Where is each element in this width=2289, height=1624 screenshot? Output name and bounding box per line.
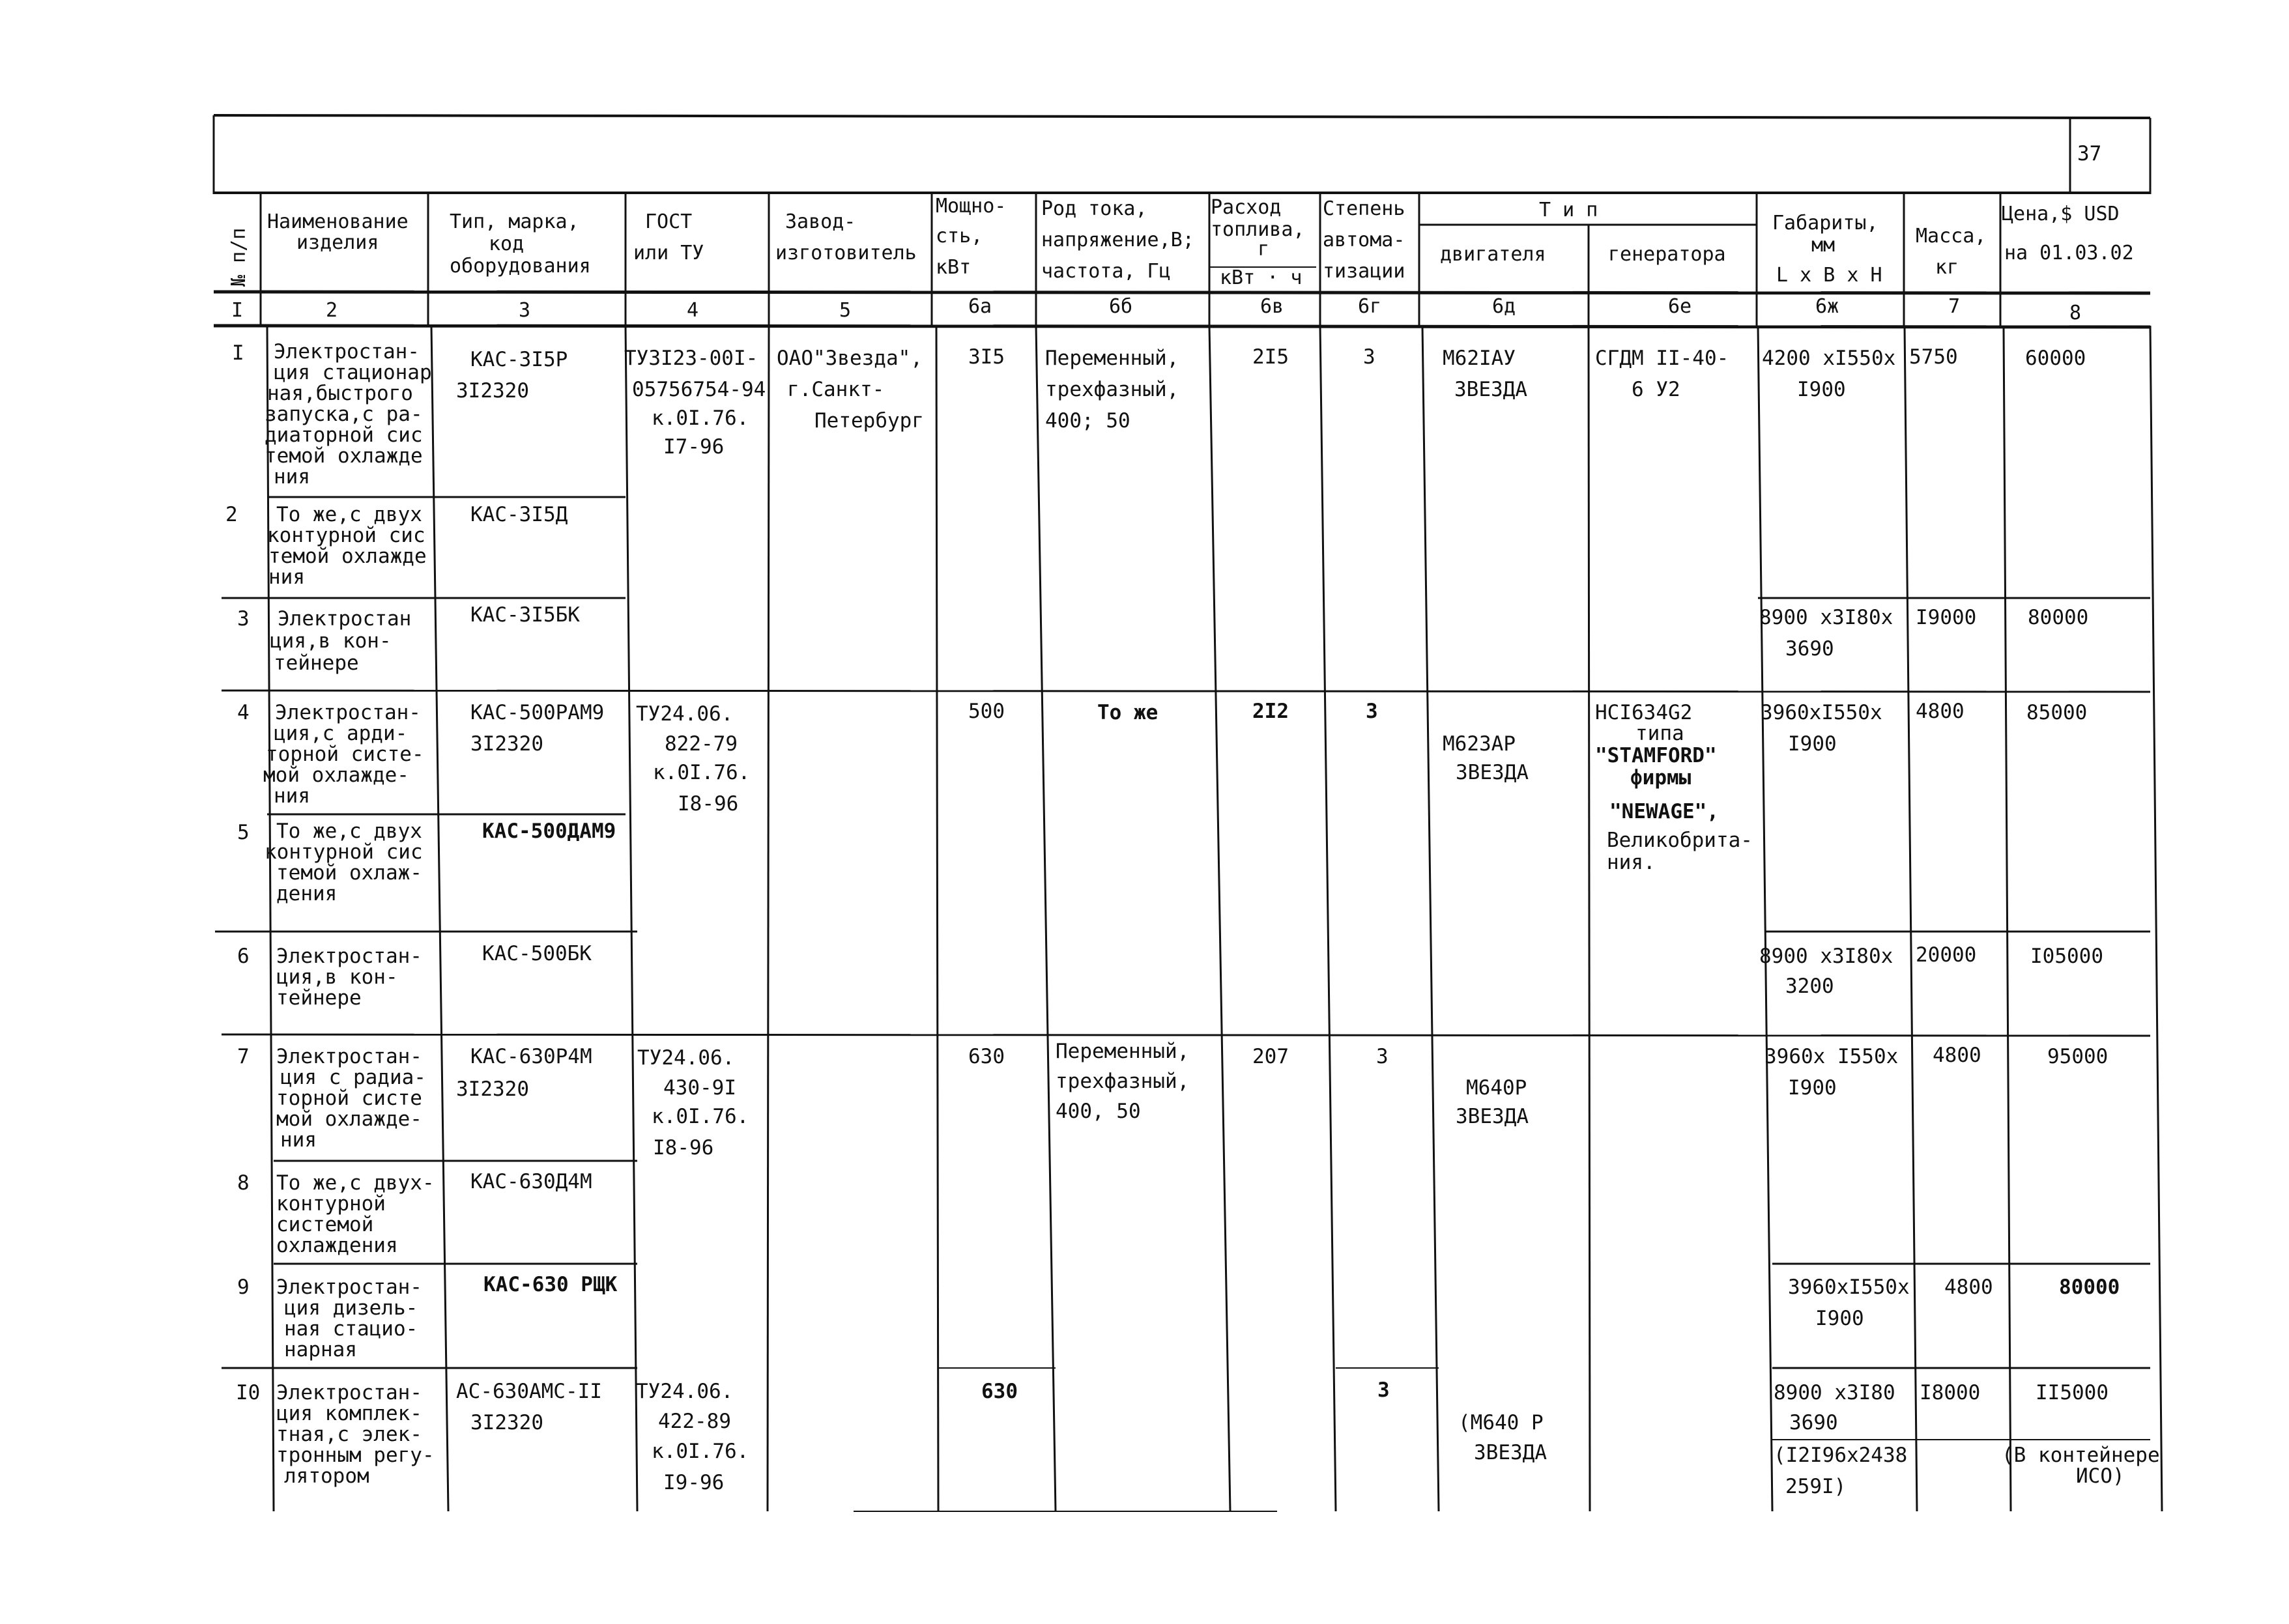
name-line: То же,с двух	[276, 503, 422, 526]
header-factory-2: изготовитель	[775, 242, 917, 264]
gost-line: I7-96	[663, 435, 725, 459]
colnum-6e: 6е	[1668, 295, 1692, 318]
name-line: То же,с двух	[276, 819, 422, 843]
name-line: контурной сис	[265, 840, 423, 864]
header-auto-1: Степень	[1323, 197, 1405, 220]
gost-line: ТУ3I23-00I-	[624, 347, 758, 370]
header-power-2: сть,	[936, 225, 983, 248]
name-line: Электростан-	[276, 1045, 422, 1068]
automation-value: 3	[1363, 345, 1375, 369]
generator-line: СГДМ II-40-	[1595, 347, 1729, 370]
name-line: ция с радиа-	[280, 1066, 426, 1089]
header-type-2: код	[489, 233, 525, 255]
name-line: ная стацио-	[284, 1317, 418, 1341]
dims-line: 3960xI550x	[1788, 1275, 1910, 1299]
colnum-2: 2	[326, 299, 338, 322]
header-fuel-3: г	[1258, 238, 1270, 261]
name-line: тейнере	[276, 986, 362, 1010]
mass-value: 5750	[1909, 345, 1958, 369]
dims-line: 3960x I550x	[1764, 1045, 1899, 1068]
gost-line: I8-96	[678, 792, 739, 816]
gost-line: к.0I.76.	[652, 1440, 749, 1463]
colnum-3: 3	[519, 299, 531, 322]
header-engine: двигателя	[1440, 243, 1546, 266]
name-line: ция,в кон-	[270, 629, 392, 653]
header-gost-1: ГОСТ	[645, 210, 693, 233]
power-value: 630	[968, 1045, 1005, 1068]
generator-line: 6 У2	[1632, 378, 1680, 401]
row-number: I0	[236, 1381, 261, 1404]
price-note-line: ИСО)	[2076, 1464, 2125, 1488]
name-line: диаторной сис	[265, 423, 423, 447]
factory-line: г.Санкт-	[787, 378, 885, 401]
name-line: системой	[276, 1213, 374, 1236]
header-type-3: оборудования	[450, 255, 591, 278]
header-name-1: Наименование	[267, 210, 409, 233]
name-line: Электростан-	[276, 945, 422, 968]
header-auto-3: тизации	[1323, 260, 1405, 283]
factory-line: ОАО"Звезда",	[777, 347, 923, 370]
type-line: КАС-500БК	[482, 942, 592, 965]
page-number: 37	[2077, 142, 2102, 165]
dims-line: 8900 x3I80x	[1759, 945, 1893, 968]
row-number: 7	[237, 1045, 250, 1068]
name-line: ция дизель-	[284, 1296, 418, 1320]
colnum-6zh: 6ж	[1815, 295, 1839, 318]
type-line: КАС-3I5БК	[470, 603, 580, 627]
gost-line: 05756754-94	[632, 378, 766, 401]
name-line: торной систе	[276, 1087, 422, 1110]
generator-line: "STAMFORD"	[1595, 744, 1717, 767]
name-line: То же,с двух-	[276, 1171, 435, 1195]
price-note-line: (В контейнере	[2002, 1444, 2160, 1467]
current-line: трехфазный,	[1045, 378, 1179, 401]
generator-line: НСI634G2	[1595, 701, 1693, 724]
mass-value: I8000	[1920, 1381, 1981, 1404]
row-number: 6	[237, 945, 250, 968]
power-value: 500	[968, 700, 1005, 723]
generator-line: Великобрита-	[1607, 829, 1753, 852]
row-number: 8	[237, 1171, 250, 1195]
engine-line: М62IАУ	[1443, 347, 1516, 370]
header-mass-1: Масса,	[1916, 225, 1987, 248]
name-line: ния	[280, 1128, 317, 1152]
header-dims-1: Габариты,	[1772, 212, 1879, 235]
dims-line: 3690	[1789, 1411, 1838, 1434]
dims-line: I900	[1788, 732, 1837, 756]
header-price-1: Цена,$ USD	[2002, 203, 2120, 225]
colnum-8: 8	[2069, 302, 2082, 324]
power-value: 630	[981, 1380, 1018, 1403]
name-line: тная,с элек-	[276, 1423, 422, 1446]
type-line: 3I2320	[456, 1077, 529, 1101]
dims-line: (I2I96x2438	[1774, 1444, 1908, 1467]
type-line: АС-630АМС-II	[456, 1380, 602, 1403]
fuel-value: 2I2	[1252, 700, 1289, 723]
header-num: № п/п	[227, 227, 250, 287]
engine-line: М623АР	[1443, 732, 1516, 756]
header-gost-2: или ТУ	[633, 242, 704, 264]
current-line: Переменный,	[1056, 1040, 1190, 1063]
mass-value: 4800	[1916, 700, 1965, 723]
dims-line: 259I)	[1785, 1475, 1847, 1498]
gost-line: 430-9I	[663, 1076, 736, 1100]
colnum-6v: 6в	[1260, 295, 1284, 318]
colnum-6g: 6г	[1358, 295, 1382, 318]
gost-line: ТУ24.06.	[636, 1380, 734, 1403]
engine-line: М640Р	[1466, 1076, 1527, 1100]
colnum-4: 4	[687, 299, 699, 322]
fuel-value: 2I5	[1252, 345, 1289, 369]
generator-line: фирмы	[1630, 766, 1692, 790]
gost-line: ТУ24.06.	[637, 1046, 735, 1070]
factory-line: Петербург	[814, 409, 924, 433]
header-fuel-4: кВт · ч	[1220, 266, 1303, 289]
current-line: 400, 50	[1056, 1100, 1141, 1123]
type-line: КАС-3I5Д	[470, 503, 568, 526]
gost-line: 822-79	[665, 732, 738, 756]
name-line: торной систе-	[266, 743, 424, 766]
name-line: тронным регу-	[276, 1444, 435, 1467]
price-value: 80000	[2028, 606, 2089, 629]
row-number: 2	[225, 503, 238, 526]
engine-line: ЗВЕЗДА	[1454, 378, 1527, 401]
dims-line: I900	[1815, 1307, 1864, 1330]
automation-value: 3	[1366, 700, 1378, 723]
dims-line: I900	[1797, 378, 1846, 401]
name-line: темой охлаж-	[276, 861, 422, 885]
name-line: ния	[268, 565, 305, 589]
name-line: Электростан-	[276, 1275, 422, 1299]
generator-line: "NEWAGE",	[1609, 800, 1719, 823]
name-line: Электростан	[278, 607, 412, 631]
type-line: КАС-500РАМ9	[470, 701, 605, 724]
name-line: ния	[274, 784, 310, 808]
colnum-6a: 6а	[968, 295, 992, 318]
header-dims-3: L x B x H	[1776, 264, 1882, 287]
name-line: ния	[274, 465, 310, 489]
header-power-3: кВт	[936, 256, 972, 279]
colnum-5: 5	[839, 299, 852, 322]
name-line: нарная	[284, 1338, 357, 1361]
row-number: 4	[237, 701, 250, 724]
dims-line: I900	[1788, 1076, 1837, 1100]
header-mass-2: кг	[1935, 256, 1959, 279]
row-number: 9	[237, 1275, 250, 1299]
type-line: 3I2320	[470, 732, 543, 756]
gost-line: к.0I.76.	[652, 406, 749, 430]
name-line: темой охлажде	[265, 444, 423, 468]
price-value: I05000	[2030, 945, 2103, 968]
mass-value: I9000	[1916, 606, 1977, 629]
header-fuel-2: топлива,	[1211, 218, 1305, 241]
name-line: Электростан-	[276, 1381, 422, 1404]
name-line: тейнере	[274, 651, 359, 675]
mass-value: 4800	[1944, 1275, 1993, 1299]
current-line: То же	[1097, 701, 1159, 724]
generator-line: типа	[1635, 722, 1684, 745]
colnum-6d: 6д	[1492, 295, 1516, 318]
name-line: запуска,с ра-	[265, 403, 423, 426]
gost-line: I8-96	[653, 1136, 714, 1160]
name-line: темой охлажде	[268, 545, 427, 568]
header-generator: генератора	[1608, 243, 1726, 266]
generator-line: ния.	[1607, 851, 1656, 874]
header-tip: Т и п	[1539, 199, 1598, 221]
colnum-1: I	[231, 299, 244, 322]
type-line: 3I2320	[456, 379, 529, 403]
engine-line: (М640 Р	[1458, 1411, 1544, 1434]
dims-line: 3690	[1785, 637, 1834, 661]
name-line: мой охлажде-	[276, 1107, 422, 1131]
mass-value: 4800	[1933, 1044, 1981, 1067]
colnum-6b: 6б	[1109, 295, 1133, 318]
row-number: 3	[237, 607, 250, 631]
automation-value: 3	[1376, 1045, 1389, 1068]
name-line: дения	[276, 882, 338, 905]
header-power-1: Мощно-	[936, 195, 1007, 218]
name-line: лятором	[284, 1464, 369, 1488]
dims-line: 4200 xI550x	[1762, 347, 1896, 370]
row-number: 5	[237, 821, 250, 844]
price-value: II5000	[2036, 1381, 2109, 1404]
name-line: ная,быстрого	[267, 382, 413, 405]
name-line: ция,с арди-	[274, 722, 408, 745]
name-line: Электростан-	[275, 701, 421, 724]
name-line: ция стационар	[274, 361, 432, 384]
name-line: контурной сис	[267, 524, 425, 547]
current-line: Переменный,	[1045, 347, 1179, 370]
header-fuel-1: Расход	[1211, 196, 1282, 219]
header-type-1: Тип, марка,	[450, 210, 579, 233]
engine-line: ЗВЕЗДА	[1456, 1105, 1529, 1128]
name-line: контурной	[276, 1192, 386, 1216]
header-factory-1: Завод-	[785, 210, 856, 233]
header-current-2: напряжение,В;	[1041, 229, 1194, 251]
current-line: 400; 50	[1045, 409, 1130, 433]
type-line: КАС-500ДАМ9	[482, 819, 616, 843]
price-value: 85000	[2026, 701, 2088, 724]
name-line: мой охлажде-	[263, 763, 409, 787]
gost-line: I9-96	[663, 1471, 725, 1494]
current-line: трехфазный,	[1056, 1070, 1190, 1093]
header-dims-2: мм	[1811, 234, 1836, 257]
name-line: ция,в кон-	[276, 965, 398, 989]
price-value: 60000	[2025, 347, 2086, 370]
name-line: ция комплек-	[276, 1402, 422, 1425]
header-current-1: Род тока,	[1041, 197, 1147, 220]
power-value: 3I5	[968, 345, 1005, 369]
type-line: КАС-630Д4М	[470, 1170, 592, 1193]
dims-line: 3200	[1785, 975, 1834, 998]
dims-line: 3960xI550x	[1761, 701, 1882, 724]
gost-line: 422-89	[658, 1410, 731, 1433]
engine-line: ЗВЕЗДА	[1474, 1441, 1547, 1464]
colnum-7: 7	[1948, 295, 1961, 318]
gost-line: к.0I.76.	[652, 1105, 749, 1128]
gost-line: к.0I.76.	[653, 761, 751, 784]
price-value: 95000	[2047, 1045, 2109, 1068]
dims-line: 8900 x3I80	[1774, 1381, 1895, 1404]
type-line: 3I2320	[470, 1411, 543, 1434]
dims-line: 8900 x3I80x	[1759, 606, 1893, 629]
type-line: КАС-630 РЩК	[483, 1273, 618, 1296]
type-line: КАС-3I5Р	[470, 348, 568, 371]
name-line: Электростан-	[274, 340, 420, 363]
price-value: 80000	[2059, 1275, 2120, 1299]
header-price-2: на 01.03.02	[2004, 242, 2134, 264]
engine-line: ЗВЕЗДА	[1456, 761, 1529, 784]
automation-value: 3	[1377, 1378, 1390, 1402]
fuel-value: 207	[1252, 1045, 1289, 1068]
mass-value: 20000	[1916, 943, 1977, 967]
gost-line: ТУ24.06.	[636, 702, 734, 726]
type-line: КАС-630Р4М	[470, 1045, 592, 1068]
header-current-3: частота, Гц	[1041, 260, 1171, 283]
name-line: охлаждения	[276, 1234, 398, 1257]
header-auto-2: автома-	[1323, 229, 1405, 251]
header-name-2: изделия	[296, 231, 379, 254]
row-number: I	[232, 341, 244, 365]
